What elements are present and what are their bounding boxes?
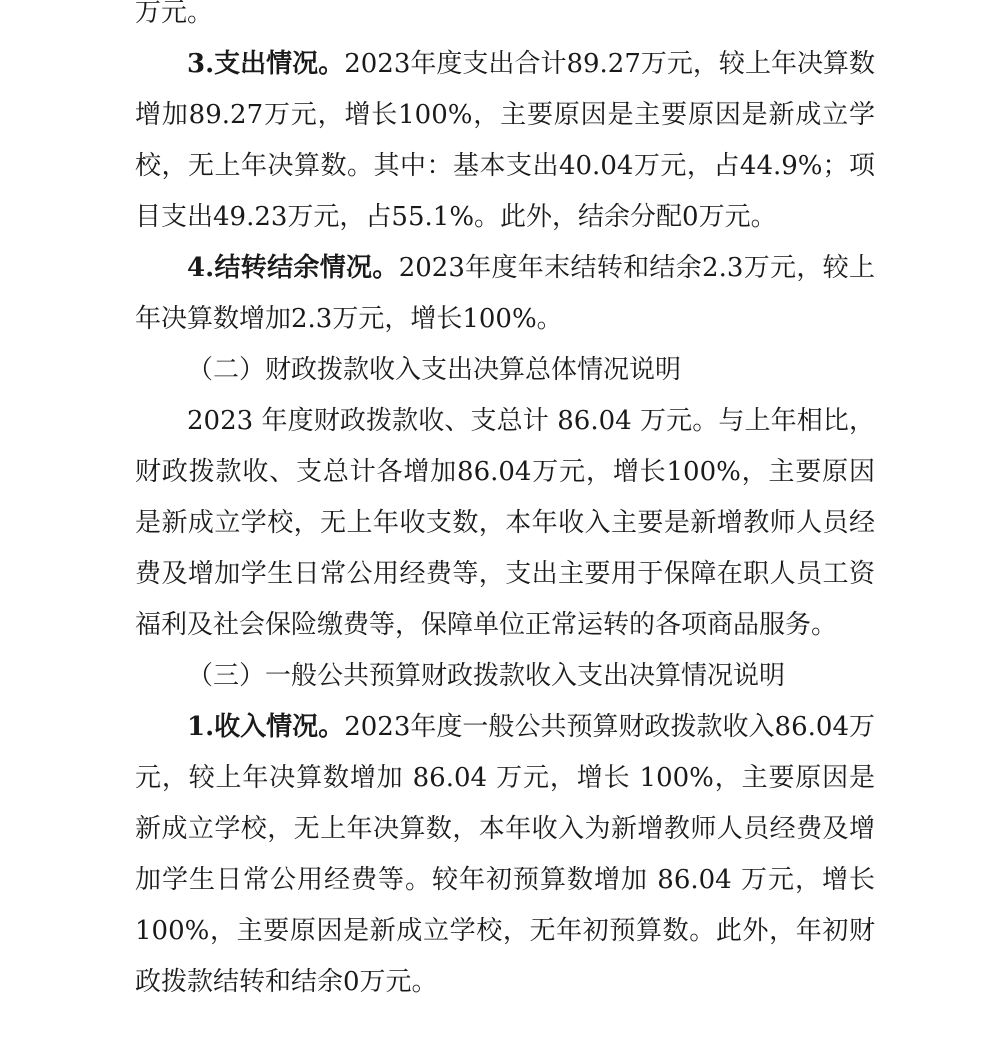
paragraph-carryover: [135, 243, 875, 345]
spending-body: 2023年度支出合计89.27万元，较上年决算数增加89.27万元，增长100%，主要原因是主要原因是新成立学校，无上年决算数。其中：基本支出40.04万元，占44.9%；项目支出49.23万元，占55.1%。此外，结余分配0万元。: [135, 49, 875, 232]
income-lead: 1.收入情况。: [187, 712, 345, 742]
carryover-body: 2023年度年末结转和结余2.3万元，较上年决算数增加2.3万元，增长100%。: [135, 253, 875, 334]
spending-lead: 3.支出情况。: [187, 49, 345, 79]
paragraph-fragment: [135, 0, 875, 39]
paragraph-spending: [135, 39, 875, 243]
section-heading-2: （二）财政拨款收入支出决算总体情况说明: [187, 355, 682, 385]
document-page: [135, 0, 875, 1008]
paragraph-fiscal-overview: 2023 年度财政拨款收、支总计 86.04 万元。与上年相比，财政拨款收、支总计各增加86.04万元，增长100%，主要原因是新成立学校，无上年收支数，本年收入主要是新增教师人员经费及增加学生日常公用经费等，支出主要用于保障在职人员工资福利及社会保险缴费等，保障单位正常运转的各项商品服务。: [135, 406, 875, 640]
paragraph-income: [135, 702, 875, 1008]
section-heading-3: （三）一般公共预算财政拨款收入支出决算情况说明: [187, 661, 786, 691]
fragment-text: 万元。: [135, 0, 214, 28]
carryover-lead: 4.结转结余情况。: [187, 253, 399, 283]
income-body: 2023年度一般公共预算财政拨款收入86.04万元，较上年决算数增加 86.04 万元，增长 100%，主要原因是新成立学校，无上年决算数，本年收入为新增教师人员经费及增加学生日常公用经费等。较年初预算数增加 86.04 万元，增长100%，主要原因是新成立学校，无年初预算数。此外，年初财政拨款结转和结余0万元。: [135, 712, 875, 997]
